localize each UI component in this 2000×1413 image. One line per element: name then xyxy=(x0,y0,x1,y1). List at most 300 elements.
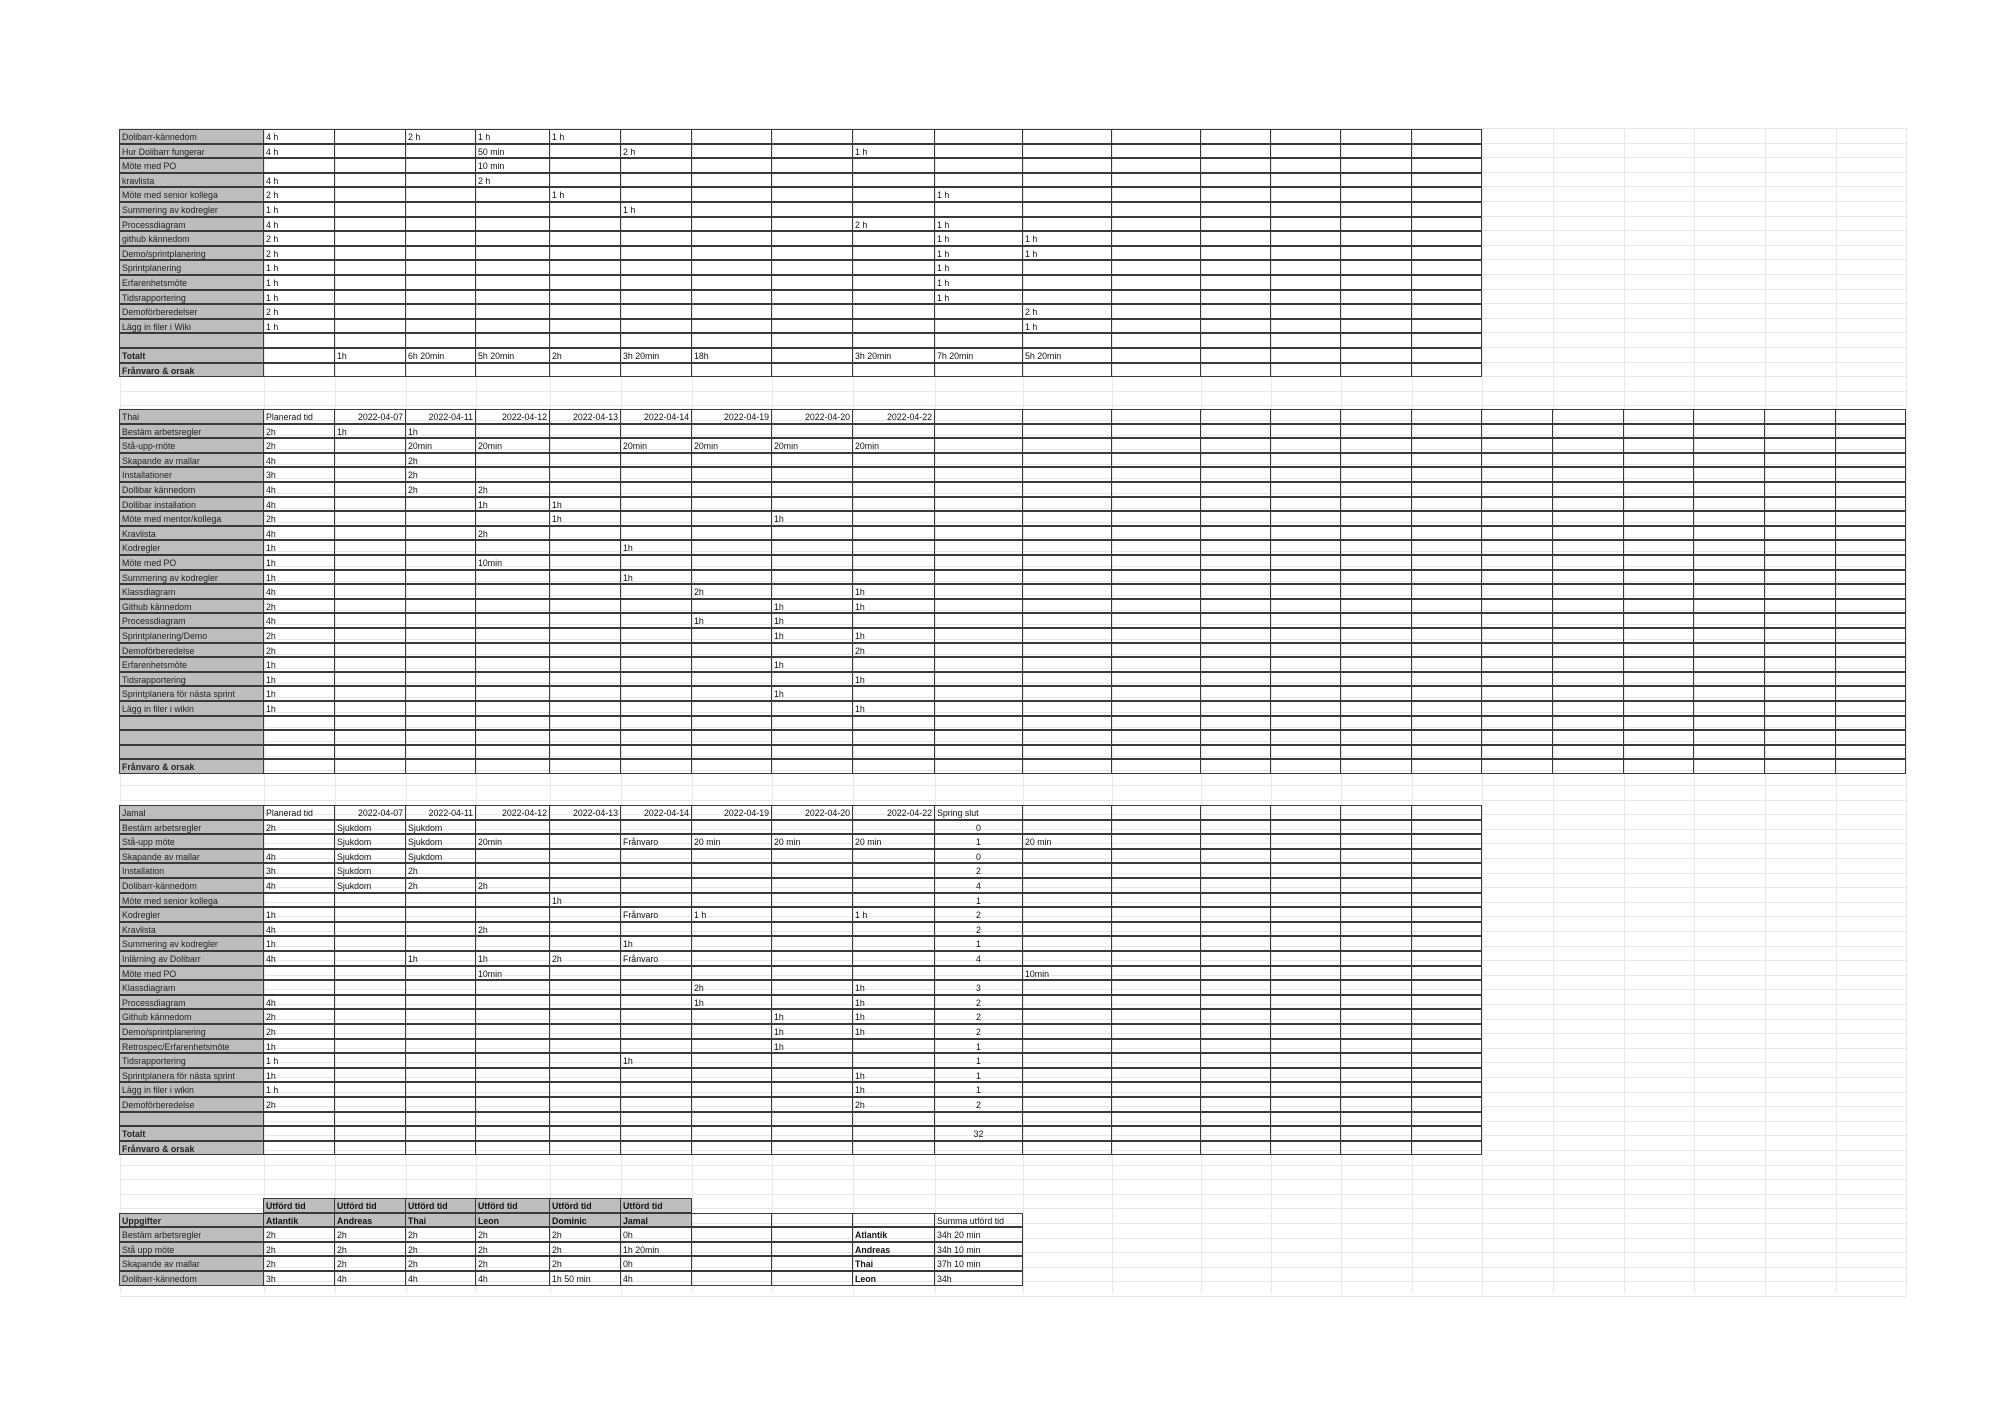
table-cell[interactable] xyxy=(1022,570,1112,585)
table-cell[interactable] xyxy=(334,231,406,246)
table-cell[interactable]: 4 h xyxy=(263,144,335,159)
row-label[interactable] xyxy=(119,1112,264,1127)
table-cell[interactable] xyxy=(620,613,692,628)
table-cell[interactable] xyxy=(771,290,853,305)
table-cell[interactable] xyxy=(691,363,772,378)
table-cell[interactable] xyxy=(1835,526,1906,541)
table-cell[interactable] xyxy=(1200,893,1271,908)
table-cell[interactable] xyxy=(934,438,1023,453)
table-cell[interactable] xyxy=(1111,849,1201,864)
table-cell[interactable] xyxy=(1411,187,1482,202)
table-cell[interactable] xyxy=(1411,951,1482,966)
table-cell[interactable] xyxy=(934,540,1023,555)
table-cell[interactable] xyxy=(1111,936,1201,951)
table-cell[interactable] xyxy=(1022,936,1112,951)
table-cell[interactable] xyxy=(620,275,692,290)
table-cell[interactable] xyxy=(1411,1068,1482,1083)
table-cell[interactable]: 2h xyxy=(405,482,476,497)
table-cell[interactable]: 4 h xyxy=(263,173,335,188)
table-cell[interactable] xyxy=(1764,511,1836,526)
table-cell[interactable] xyxy=(852,333,935,348)
table-cell[interactable] xyxy=(1111,966,1201,981)
table-cell[interactable] xyxy=(549,759,621,774)
table-cell[interactable] xyxy=(1552,730,1624,745)
table-cell[interactable] xyxy=(1200,511,1271,526)
table-cell[interactable] xyxy=(405,995,476,1010)
table-cell[interactable] xyxy=(1835,409,1906,424)
row-label[interactable]: Frånvaro & orsak xyxy=(119,363,264,378)
table-cell[interactable] xyxy=(1552,555,1624,570)
table-cell[interactable] xyxy=(1200,820,1271,835)
table-cell[interactable] xyxy=(1200,745,1271,760)
table-cell[interactable] xyxy=(691,260,772,275)
table-cell[interactable] xyxy=(771,424,853,439)
table-cell[interactable] xyxy=(934,467,1023,482)
table-cell[interactable]: 4 xyxy=(934,878,1023,893)
table-cell[interactable] xyxy=(334,304,406,319)
row-label[interactable]: Processdiagram xyxy=(119,217,264,232)
table-cell[interactable]: 1h xyxy=(852,701,935,716)
table-cell[interactable] xyxy=(334,745,406,760)
table-cell[interactable] xyxy=(334,759,406,774)
table-cell[interactable] xyxy=(334,275,406,290)
table-cell[interactable] xyxy=(1270,540,1341,555)
table-cell[interactable] xyxy=(475,686,550,701)
table-cell[interactable]: 5h 20min xyxy=(1022,348,1112,363)
table-cell[interactable] xyxy=(1481,643,1553,658)
table-cell[interactable] xyxy=(620,1097,692,1112)
table-cell[interactable] xyxy=(1270,526,1341,541)
table-cell[interactable] xyxy=(852,497,935,512)
table-cell[interactable] xyxy=(620,511,692,526)
table-cell[interactable] xyxy=(1340,158,1412,173)
table-cell[interactable] xyxy=(691,1242,772,1257)
table-cell[interactable] xyxy=(1111,701,1201,716)
row-label[interactable]: Inlärning av Dolibarr xyxy=(119,951,264,966)
table-cell[interactable] xyxy=(771,1256,853,1271)
table-cell[interactable] xyxy=(771,319,853,334)
table-cell[interactable] xyxy=(475,820,550,835)
table-cell[interactable] xyxy=(1340,730,1412,745)
table-cell[interactable] xyxy=(691,745,772,760)
table-cell[interactable]: 10min xyxy=(1022,966,1112,981)
table-cell[interactable]: 0 xyxy=(934,849,1023,864)
table-cell[interactable] xyxy=(1340,482,1412,497)
column-header[interactable]: Planerad tid xyxy=(263,805,335,820)
table-cell[interactable]: 2h xyxy=(691,584,772,599)
table-cell[interactable] xyxy=(1111,730,1201,745)
table-cell[interactable] xyxy=(771,1097,853,1112)
table-cell[interactable] xyxy=(1022,599,1112,614)
table-cell[interactable] xyxy=(1200,173,1271,188)
table-cell[interactable]: 3h xyxy=(263,467,335,482)
table-cell[interactable] xyxy=(771,202,853,217)
table-cell[interactable] xyxy=(1200,467,1271,482)
table-cell[interactable] xyxy=(620,966,692,981)
table-cell[interactable]: 2h xyxy=(475,922,550,937)
table-cell[interactable] xyxy=(334,526,406,541)
table-cell[interactable] xyxy=(1200,290,1271,305)
table-cell[interactable] xyxy=(549,173,621,188)
table-cell[interactable] xyxy=(1340,555,1412,570)
table-cell[interactable] xyxy=(1200,672,1271,687)
table-cell[interactable] xyxy=(549,628,621,643)
table-cell[interactable]: 4h xyxy=(263,878,335,893)
row-label[interactable]: Möte med PO xyxy=(119,555,264,570)
table-cell[interactable] xyxy=(620,1009,692,1024)
table-cell[interactable] xyxy=(691,144,772,159)
table-cell[interactable] xyxy=(1340,424,1412,439)
table-cell[interactable] xyxy=(1111,555,1201,570)
table-cell[interactable] xyxy=(620,319,692,334)
table-cell[interactable] xyxy=(405,907,476,922)
table-cell[interactable] xyxy=(1022,730,1112,745)
table-cell[interactable] xyxy=(1693,555,1765,570)
table-cell[interactable] xyxy=(1764,628,1836,643)
row-label[interactable]: Github kännedom xyxy=(119,1009,264,1024)
table-cell[interactable]: 1 h xyxy=(934,231,1023,246)
table-cell[interactable] xyxy=(1200,482,1271,497)
table-cell[interactable] xyxy=(1411,540,1482,555)
table-cell[interactable] xyxy=(852,922,935,937)
table-cell[interactable]: 1h xyxy=(771,686,853,701)
table-cell[interactable] xyxy=(1111,1068,1201,1083)
table-cell[interactable] xyxy=(1270,290,1341,305)
row-label[interactable]: Demo/sprintplanering xyxy=(119,1024,264,1039)
table-cell[interactable] xyxy=(620,599,692,614)
table-cell[interactable] xyxy=(1411,584,1482,599)
table-cell[interactable] xyxy=(1200,497,1271,512)
table-cell[interactable] xyxy=(405,980,476,995)
row-label[interactable]: Demoförberedelse xyxy=(119,1097,264,1112)
table-cell[interactable] xyxy=(1111,333,1201,348)
table-cell[interactable] xyxy=(1623,511,1694,526)
table-cell[interactable] xyxy=(334,1112,406,1127)
table-cell[interactable] xyxy=(771,540,853,555)
table-cell[interactable] xyxy=(405,1024,476,1039)
table-cell[interactable] xyxy=(1270,1024,1341,1039)
table-cell[interactable] xyxy=(1481,730,1553,745)
table-cell[interactable] xyxy=(1340,980,1412,995)
table-cell[interactable] xyxy=(1111,290,1201,305)
table-cell[interactable]: 20min xyxy=(475,438,550,453)
table-cell[interactable] xyxy=(1340,275,1412,290)
table-cell[interactable] xyxy=(771,173,853,188)
table-cell[interactable] xyxy=(1693,759,1765,774)
table-cell[interactable] xyxy=(620,922,692,937)
table-cell[interactable] xyxy=(1022,511,1112,526)
table-cell[interactable] xyxy=(1200,438,1271,453)
table-cell[interactable] xyxy=(1411,759,1482,774)
table-cell[interactable] xyxy=(852,1039,935,1054)
table-cell[interactable] xyxy=(1111,922,1201,937)
table-cell[interactable] xyxy=(475,187,550,202)
row-label[interactable]: Skapande av mallar xyxy=(119,849,264,864)
column-header[interactable]: Uppgifter xyxy=(119,1213,264,1228)
row-label[interactable]: Kravlista xyxy=(119,922,264,937)
table-cell[interactable]: 4h xyxy=(263,922,335,937)
table-cell[interactable]: 1h xyxy=(549,511,621,526)
table-cell[interactable]: 1h xyxy=(852,1082,935,1097)
table-cell[interactable] xyxy=(334,453,406,468)
column-header[interactable]: Jamal xyxy=(620,1213,692,1228)
table-cell[interactable] xyxy=(1340,716,1412,731)
table-cell[interactable] xyxy=(475,849,550,864)
table-cell[interactable] xyxy=(771,922,853,937)
table-cell[interactable] xyxy=(475,1009,550,1024)
table-cell[interactable] xyxy=(1411,936,1482,951)
table-cell[interactable] xyxy=(771,966,853,981)
table-cell[interactable] xyxy=(475,217,550,232)
table-cell[interactable] xyxy=(1022,1024,1112,1039)
table-cell[interactable]: 2h xyxy=(405,467,476,482)
table-cell[interactable] xyxy=(771,1082,853,1097)
table-cell[interactable] xyxy=(263,716,335,731)
table-cell[interactable]: 1h xyxy=(771,599,853,614)
table-cell[interactable] xyxy=(475,863,550,878)
table-cell[interactable] xyxy=(1270,1112,1341,1127)
table-cell[interactable]: 2 xyxy=(934,863,1023,878)
table-cell[interactable] xyxy=(1200,409,1271,424)
table-cell[interactable] xyxy=(1411,231,1482,246)
table-cell[interactable] xyxy=(1111,526,1201,541)
table-cell[interactable] xyxy=(549,1141,621,1156)
table-cell[interactable] xyxy=(405,526,476,541)
table-cell[interactable]: 4h xyxy=(263,526,335,541)
table-cell[interactable] xyxy=(1270,893,1341,908)
table-cell[interactable] xyxy=(1022,849,1112,864)
table-cell[interactable] xyxy=(1200,555,1271,570)
row-label[interactable]: kravlista xyxy=(119,173,264,188)
table-cell[interactable]: 2h xyxy=(405,1256,476,1271)
date-header[interactable]: 2022-04-22 xyxy=(852,805,935,820)
table-cell[interactable] xyxy=(1270,980,1341,995)
table-cell[interactable] xyxy=(1764,701,1836,716)
table-cell[interactable] xyxy=(263,158,335,173)
table-cell[interactable] xyxy=(1111,834,1201,849)
table-cell[interactable] xyxy=(1552,511,1624,526)
table-cell[interactable] xyxy=(771,231,853,246)
table-cell[interactable] xyxy=(263,333,335,348)
date-header[interactable]: 2022-04-07 xyxy=(334,805,406,820)
table-cell[interactable] xyxy=(620,745,692,760)
table-cell[interactable] xyxy=(334,246,406,261)
table-cell[interactable] xyxy=(1022,1053,1112,1068)
table-cell[interactable] xyxy=(1340,584,1412,599)
table-cell[interactable]: 1h xyxy=(549,497,621,512)
table-cell[interactable] xyxy=(1411,409,1482,424)
table-cell[interactable] xyxy=(405,173,476,188)
table-cell[interactable]: Sjukdom xyxy=(405,849,476,864)
table-cell[interactable] xyxy=(549,995,621,1010)
table-cell[interactable] xyxy=(549,246,621,261)
table-cell[interactable] xyxy=(475,1141,550,1156)
table-cell[interactable] xyxy=(620,1141,692,1156)
table-cell[interactable] xyxy=(1022,555,1112,570)
table-cell[interactable] xyxy=(852,304,935,319)
table-cell[interactable] xyxy=(691,217,772,232)
table-cell[interactable]: 1h xyxy=(771,657,853,672)
block-name[interactable]: Thai xyxy=(119,409,264,424)
table-cell[interactable] xyxy=(1270,922,1341,937)
table-cell[interactable]: 2h xyxy=(334,1242,406,1257)
table-cell[interactable] xyxy=(1340,893,1412,908)
row-label[interactable] xyxy=(119,745,264,760)
summa-cell[interactable]: 37h 10 min xyxy=(934,1256,1023,1271)
table-cell[interactable]: 2 h xyxy=(852,217,935,232)
row-label[interactable]: Installation xyxy=(119,863,264,878)
table-cell[interactable] xyxy=(475,570,550,585)
table-cell[interactable] xyxy=(1340,686,1412,701)
table-cell[interactable] xyxy=(405,1112,476,1127)
table-cell[interactable] xyxy=(334,319,406,334)
row-label[interactable]: Erfarenhetsmöte xyxy=(119,275,264,290)
table-cell[interactable] xyxy=(771,1242,853,1257)
table-cell[interactable] xyxy=(1623,570,1694,585)
table-cell[interactable] xyxy=(1340,863,1412,878)
table-cell[interactable]: 1h xyxy=(852,599,935,614)
table-cell[interactable] xyxy=(1481,701,1553,716)
table-cell[interactable] xyxy=(1111,438,1201,453)
table-cell[interactable] xyxy=(1200,922,1271,937)
table-cell[interactable] xyxy=(1340,202,1412,217)
table-cell[interactable]: 1h xyxy=(263,701,335,716)
table-cell[interactable] xyxy=(620,453,692,468)
table-cell[interactable] xyxy=(771,1112,853,1127)
table-cell[interactable]: 4 h xyxy=(263,129,335,144)
table-cell[interactable] xyxy=(771,716,853,731)
table-cell[interactable] xyxy=(1623,497,1694,512)
table-cell[interactable] xyxy=(1835,759,1906,774)
table-cell[interactable]: 2 h xyxy=(475,173,550,188)
table-cell[interactable]: 2h xyxy=(405,863,476,878)
date-header[interactable]: 2022-04-22 xyxy=(852,409,935,424)
table-cell[interactable] xyxy=(1270,1068,1341,1083)
table-cell[interactable] xyxy=(475,1082,550,1097)
table-cell[interactable]: 2h xyxy=(405,453,476,468)
table-cell[interactable] xyxy=(1623,424,1694,439)
table-cell[interactable] xyxy=(1411,348,1482,363)
table-cell[interactable]: 1h xyxy=(852,980,935,995)
column-header[interactable]: Spring slut xyxy=(934,805,1023,820)
table-cell[interactable] xyxy=(405,613,476,628)
table-cell[interactable] xyxy=(1022,467,1112,482)
table-cell[interactable] xyxy=(1340,657,1412,672)
table-cell[interactable]: 2h xyxy=(475,482,550,497)
table-cell[interactable]: 5h 20min xyxy=(475,348,550,363)
table-cell[interactable] xyxy=(1111,628,1201,643)
table-cell[interactable]: 1 h xyxy=(263,290,335,305)
table-cell[interactable] xyxy=(1835,584,1906,599)
table-cell[interactable]: 3 xyxy=(934,980,1023,995)
table-cell[interactable] xyxy=(1693,730,1765,745)
table-cell[interactable]: 2 h xyxy=(263,187,335,202)
table-cell[interactable] xyxy=(334,217,406,232)
table-cell[interactable] xyxy=(1270,129,1341,144)
table-cell[interactable] xyxy=(1340,453,1412,468)
table-cell[interactable] xyxy=(1111,643,1201,658)
table-cell[interactable] xyxy=(852,453,935,468)
table-cell[interactable] xyxy=(1111,907,1201,922)
table-cell[interactable] xyxy=(263,834,335,849)
table-cell[interactable] xyxy=(1693,701,1765,716)
table-cell[interactable] xyxy=(1270,849,1341,864)
table-cell[interactable] xyxy=(620,304,692,319)
date-header[interactable]: 2022-04-20 xyxy=(771,805,853,820)
table-cell[interactable] xyxy=(1340,759,1412,774)
table-cell[interactable] xyxy=(405,1126,476,1141)
table-cell[interactable] xyxy=(934,333,1023,348)
row-label[interactable]: Kodregler xyxy=(119,907,264,922)
table-cell[interactable] xyxy=(334,187,406,202)
table-cell[interactable] xyxy=(852,173,935,188)
table-cell[interactable] xyxy=(1111,173,1201,188)
table-cell[interactable] xyxy=(691,173,772,188)
table-cell[interactable] xyxy=(771,672,853,687)
table-cell[interactable] xyxy=(1270,1082,1341,1097)
table-cell[interactable] xyxy=(1693,745,1765,760)
table-cell[interactable] xyxy=(1552,701,1624,716)
table-cell[interactable]: 1h xyxy=(263,907,335,922)
table-cell[interactable]: 4h xyxy=(263,995,335,1010)
table-cell[interactable] xyxy=(405,511,476,526)
table-cell[interactable]: 1 h xyxy=(549,129,621,144)
table-cell[interactable] xyxy=(1270,820,1341,835)
table-cell[interactable] xyxy=(1111,863,1201,878)
table-cell[interactable] xyxy=(1411,980,1482,995)
table-cell[interactable] xyxy=(1411,275,1482,290)
table-cell[interactable]: 1 h xyxy=(1022,231,1112,246)
table-cell[interactable] xyxy=(1200,1053,1271,1068)
table-cell[interactable] xyxy=(934,643,1023,658)
table-cell[interactable] xyxy=(771,246,853,261)
table-cell[interactable] xyxy=(475,936,550,951)
table-cell[interactable] xyxy=(1481,526,1553,541)
table-cell[interactable] xyxy=(852,526,935,541)
table-cell[interactable] xyxy=(1411,304,1482,319)
table-cell[interactable] xyxy=(771,745,853,760)
table-cell[interactable] xyxy=(1022,672,1112,687)
table-cell[interactable] xyxy=(475,424,550,439)
table-cell[interactable] xyxy=(1340,348,1412,363)
table-cell[interactable] xyxy=(771,348,853,363)
table-cell[interactable] xyxy=(475,1068,550,1083)
table-cell[interactable] xyxy=(1481,672,1553,687)
table-cell[interactable] xyxy=(691,424,772,439)
table-cell[interactable] xyxy=(691,555,772,570)
table-cell[interactable] xyxy=(1340,467,1412,482)
table-cell[interactable] xyxy=(1835,467,1906,482)
date-header[interactable]: 2022-04-11 xyxy=(405,805,476,820)
table-cell[interactable] xyxy=(1022,716,1112,731)
table-cell[interactable]: 2 h xyxy=(1022,304,1112,319)
row-label[interactable]: Tidsrapportering xyxy=(119,672,264,687)
table-cell[interactable] xyxy=(1022,1112,1112,1127)
table-cell[interactable] xyxy=(934,482,1023,497)
table-cell[interactable] xyxy=(1200,158,1271,173)
table-cell[interactable]: 1 h xyxy=(934,290,1023,305)
table-cell[interactable] xyxy=(1022,1039,1112,1054)
table-cell[interactable] xyxy=(549,202,621,217)
table-cell[interactable] xyxy=(1764,672,1836,687)
table-cell[interactable] xyxy=(852,129,935,144)
table-cell[interactable] xyxy=(1764,570,1836,585)
table-cell[interactable] xyxy=(620,158,692,173)
table-cell[interactable] xyxy=(1340,966,1412,981)
table-cell[interactable] xyxy=(1623,540,1694,555)
table-cell[interactable] xyxy=(771,863,853,878)
table-cell[interactable] xyxy=(691,540,772,555)
